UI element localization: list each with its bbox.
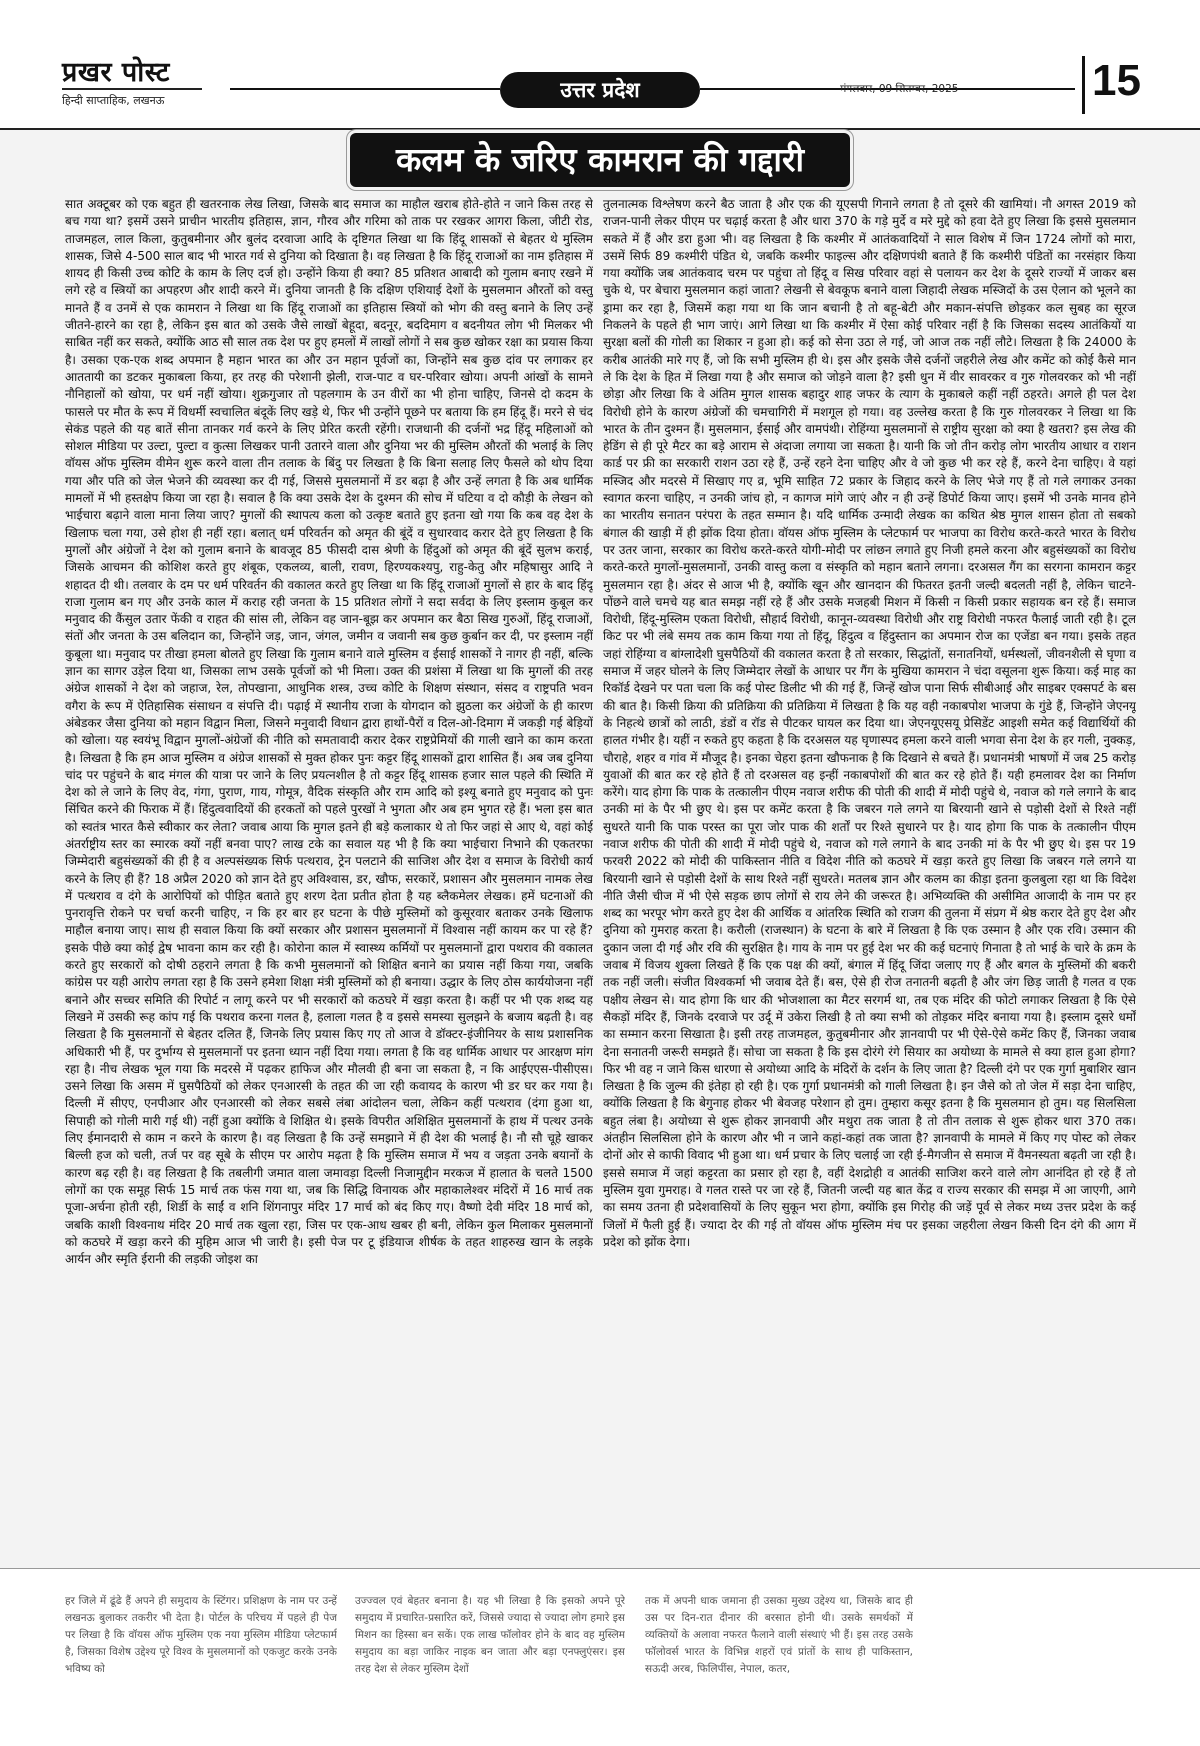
masthead-subtitle: हिन्दी साप्ताहिक, लखनऊ [62, 94, 165, 107]
article-headline: कलम के जरिए कामरान की गद्दारी [350, 133, 850, 187]
article-column-left [65, 196, 593, 1556]
issue-date: मंगलवार, 09 सितम्बर, 2025 [840, 83, 959, 95]
page-header [0, 0, 1200, 130]
section-label: उत्तर प्रदेश [500, 72, 700, 108]
article-column-right [603, 196, 1136, 1556]
bottom-column-1: हर जिले में ढूंढे हैं अपने ही समुदाय के स्टिंगर। प्रशिक्षण के नाम पर उन्हें लखनऊ बुलाकर तकरीर भी देता है। पोर्टल के परिचय में पहले ही पेज पर लिखा है कि वॉयस ऑफ मुस्लिम एक नया मुस्लिम मीडिया प्लेटफार्म है, जिसका विशेष उद्देश्य पूरे विश्व के मुसलमानों को एकजुट करके उनके भविष्य को [65, 1595, 337, 1675]
article-text-right: तुलनात्मक विश्लेषण करने बैठ जाता है और एक की यूएसपी गिनाने लगता है तो दूसरे की खामियां। नौ अगस्त 2019 को राजन-पानी लेकर पीएम पर चढ़ाई करता है और धारा 370 के गड़े मुर्दे व मरे मुद्दे को हवा देते हुए लिखा कि इससे मुसलमान सकते में हैं और डरा हुआ भी। वह लिखता है कि कश्मीर में आतंकवादियों ने साल विशेष में जिन 1724 लोगों को मारा, उसमें सिर्फ 89 कश्मीरी पंडित थे, जबकि कश्मीर फाइल्स और दक्षिणपंथी बताते हैं कि कश्मीरी पंडितों का नरसंहार किया गया क्योंकि जब आतंकवाद चरम पर पहुंचा तो हिंदू व सिख परिवार वहां से पलायन कर देश के दूसरे राज्यों में जाकर बस चुके थे, पर बेचारा मुसलमान कहां जाता? लेखनी से बेवकूफ बनाने वाला जिहादी लेखक मस्जिदों के उस ऐलान को भूलने का ड्रामा कर रहा है, जिसमें कहा गया था कि जान बचानी है तो बहू-बेटी और मकान-संपत्ति छोड़कर कल सुबह का सूरज निकलने के पहले ही भाग जाएं। आगे लिखा था कि कश्मीर में ऐसा कोई परिवार नहीं है कि जिसका सदस्य आतंकियों या सुरक्षा बलों की गोली का शिकार न हुआ हो। कई को सेना उठा ले गई, जो आज तक नहीं लौटे। लिखता है कि 24000 के करीब आतंकी मारे गए हैं, जो कि सभी मुस्लिम ही थे। इस और इसके जैसे दर्जनों जहरीले लेख और कमेंट को कोई कैसे मान ले कि देश के हित में लिखा गया है और समाज को जोड़ने वाला है? इसी धुन में वीर सावरकर व गुरु गोलवरकर को भी नहीं छोड़ा और लिखा कि वे अंतिम मुगल शासक बहादुर शाह जफर के त्याग के मुकाबले कहीं नहीं ठहरते। अगले ही पल देश विरोधी होने के कारण अंग्रेजों की चमचागिरी में मशगूल हो गया। वह उल्लेख करता है कि गुरु गोलवरकर ने लिखा था कि भारत के तीन दुश्मन हैं। मुसलमान, ईसाई और वामपंथी। रोहिंग्या मुसलमानों से राष्ट्रीय सुरक्षा को क्या है खतरा? इस लेख की हेडिंग से ही पूरे मैटर का बड़े आराम से अंदाजा लगाया जा सकता है। यानी कि जो तीन करोड़ लोग भारतीय आधार व राशन कार्ड पर फ्री का सरकारी राशन उठा रहे हैं, उन्हें रहने देना चाहिए और वे जो कुछ भी कर रहे हैं, करने देना चाहिए। वे यहां मस्जिद और मदरसे में सिखाए गए व्र, भूमि साहित 72 प्रकार के जिहाद करने के लिए भेजे गए हैं तो गले लगाकर उनका स्वागत करना चाहिए, न उनकी जांच हो, न कागज मांगे जाएं और न ही उन्हें डिपोर्ट किया जाए। इसमें भी उनके मानव होने का भारतीय सनातन परंपरा के तहत सम्मान है। यदि धार्मिक उन्मादी लेखक का कथित श्रेष्ठ मुगल शासन होता तो सबको बंगाल की खाड़ी में ही झोंक दिया होता। वॉयस ऑफ मुस्लिम के प्लेटफार्म पर भाजपा का विरोध करते-करते भारत के विरोध पर उतर जाना, सरकार का विरोध करते-करते योगी-मोदी पर लांछन लगाते हुए निजी हमले करना और बहुसंख्यकों का विरोध करते-करते मुगलों-मुसलमानों, उनकी वास्तु कला व संस्कृति को महान बताने लगना। दरअसल गैंग का सरगना कामरान कट्टर मुसलमान रहा है। अंदर से आज भी है, क्योंकि खून और खानदान की फितरत इतनी जल्दी बदलती नहीं है, लेकिन चाटने-पोंछने वाले चमचे यह बात समझ नहीं रहे हैं और उसके मजहबी मिशन में किसी न किसी प्रकार सहायक बन रहे हैं। समाज विरोधी, हिंदू-मुस्लिम एकता विरोधी, सौहार्द विरोधी, कानून-व्यवस्था विरोधी और राष्ट्र विरोधी नफरत फैलाई जाती रही है। टूल किट पर भी लंबे समय तक काम किया गया तो हिंदू, हिंदुत्व व हिंदुस्तान का अपमान रोज का एजेंडा बन गया। इसके तहत जहां रोहिंग्या व बांग्लादेशी घुसपैठियों की वकालत करता है तो सरकार, सिद्धांतों, सनातनियों, धर्मस्थलों, जीवनशैली से घृणा व समाज में जहर घोलने के लिए जिम्मेदार लेखों के आधार पर गैंग के मुखिया कामरान ने चंदा वसूलना शुरू किया। कई माह का रिकॉर्ड देखने पर पता चला कि कई पोस्ट डिलीट भी की गई हैं, जिन्हें खोज पाना सिर्फ सीबीआई और साइबर एक्सपर्ट के बस की बात है। किसी क्रिया की प्रतिक्रिया की प्रतिक्रिया में लिखता है कि यह वही नकाबपोश भाजपा के गुंडे हैं, जिन्होंने जेएनयू के निहत्थे छात्रों को लाठी, डंडों व रॉड से पीटकर घायल कर दिया था। जेएनयूएसयू प्रेसिडेंट आइशी समेत कई विद्यार्थियों की हालत गंभीर है। यहीं न रुकते हुए कहता है कि दरअसल यह घृणास्पद हमला करने वाली भगवा सेना देश के हर गली, नुक्कड़, चौराहे, शहर व गांव में मौजूद है। इनका चेहरा इतना खौफनाक है कि दिखाने से बचते हैं। प्रधानमंत्री भाषणों में जब 25 करोड़ युवाओं की बात कर रहे होते हैं तो दरअसल वह इन्हीं नकाबपोशों की बात कर रहे होते हैं। यही हमलावर देश का निर्माण करेंगे। याद होगा कि पाक के तत्कालीन पीएम नवाज शरीफ की पोती की शादी में मोदी पहुंचे थे, नवाज को गले लगाने के बाद उनकी मां के पैर भी छुए थे। इस पर कमेंट करता है कि जबरन गले लगने या बिरयानी खाने से पड़ोसी देशों से रिश्ते नहीं सुधरते यानी कि पाक परस्त का पूरा जोर पाक की शर्तों पर रिश्ते सुधारने पर है। याद होगा कि पाक के तत्कालीन पीएम नवाज शरीफ की पोती की शादी में मोदी पहुंचे थे, नवाज को गले लगाने के बाद उनकी मां के पैर भी छुए थे। इस पर 19 फरवरी 2022 को मोदी की पाकिस्तान नीति व विदेश नीति को कठघरे में खड़ा करते हुए लिखा कि जबरन गले लगने या बिरयानी खाने से पड़ोसी देशों के साथ रिश्ते नहीं सुधरते। मतलब ज्ञान और कलम का कीड़ा इतना कुलबुला रहा था कि विदेश नीति जैसी चीज में भी ऐसे सड़क छाप लोगों से राय लेने की जरूरत है। अभिव्यक्ति की असीमित आजादी के नाम पर हर शब्द का भरपूर भोग करते हुए देश की आर्थिक व आंतरिक स्थिति को राजग की तुलना में संप्रग में श्रेष्ठ करार देते हुए देश और दुनिया को गुमराह करता है। करौली (राजस्थान) के घटना के बारे में लिखता है कि एक उस्मान है और एक रवि। उस्मान की दुकान जला दी गई और रवि की सुरक्षित है। गाय के नाम पर हुई देश भर की कई घटनाएं गिनाता है तो भाई के चारे के क्रम के जवाब में विजय शुक्ला लिखते हैं कि एक पक्ष की क्यों, बंगाल में हिंदू जिंदा जलाए गए हैं और बगल के मुस्लिमों की बकरी तक नहीं जली। संजीत विश्वकर्मा भी जवाब देते हैं। बस, ऐसे ही रोज तनातनी बढ़ती है और जंग छिड़ जाती है गलत व एक पक्षीय लेखन से। याद होगा कि धार की भोजशाला का मैटर सरगर्म था, तब एक मंदिर की फोटो लगाकर लिखता है कि ऐसे सैकड़ों मंदिर हैं, जिनके दरवाजे पर उर्दू में उकेरा लिखी है तो क्या सभी को तोड़कर मंदिर बनाया गया है। इस्लाम दूसरे धर्मों का सम्मान करना सिखाता है। इसी तरह ताजमहल, कुतुबमीनार और ज्ञानवापी पर भी ऐसे-ऐसे कमेंट किए हैं, जिनका जवाब देना सनातनी जरूरी समझते हैं। सोचा जा सकता है कि इस दोरंगे रंगे सियार का अयोध्या के मामले से क्या हाल हुआ होगा? फिर भी वह न जाने किस धारणा से अयोध्या आदि के मंदिरों के दर्शन के लिए जाता है? दिल्ली दंगे पर एक गुर्गा मुबाशिर खान लिखता है कि जुल्म की इंतेहा हो रही है। एक गुर्गा प्रधानमंत्री को गाली लिखता है। इन जैसे को तो जेल में सड़ा देना चाहिए, क्योंकि लिखता है कि बेगुनाह होकर भी बेवजह परेशान हो तुम। तुम्हारा कसूर इतना है कि मुसलमान हो तुम। यह सिलसिला बहुत लंबा है। अयोध्या से शुरू होकर ज्ञानवापी और मथुरा तक जाता है तो तीन तलाक से शुरू होकर धारा 370 तक। अंतहीन सिलसिला होने के कारण और भी न जाने कहां-कहां तक जाता है? ज्ञानवापी के मामले में किए गए पोस्ट को लेकर दोनों ओर से काफी विवाद भी हुआ था। धर्म प्रचार के लिए चलाई जा रही ई-मैगजीन से समाज में वैमनस्यता बढ़ती जा रही है। इससे समाज में जहां कट्टरता का प्रसार हो रहा है, वहीं देशद्रोही व आतंकी साजिश करने वाले लोग आनंदित हो रहे हैं तो मुस्लिम युवा गुमराह। वे गलत रास्ते पर जा रहे हैं, जितनी जल्दी यह बात केंद्र व राज्य सरकार की समझ में आ जाएगी, आगे का समय उतना ही प्रदेशवासियों के लिए सुकून भरा होगा, क्योंकि इस गिरोह की जड़ें पूर्व से लेकर मध्य उत्तर प्रदेश के कई जिलों में फैली हुई हैं। ज्यादा देर की गई तो वॉयस ऑफ मुस्लिम मंच पर इसका जहरीला लेखन किसी दिन दंगे की आग में प्रदेश को झोंक देगा। [603, 197, 1136, 1249]
page-number: 15 [1092, 56, 1141, 105]
article-text-left: सात अक्टूबर को एक बहुत ही खतरनाक लेख लिखा, जिसके बाद समाज का माहौल खराब होते-होते न जाने किस तरह से बच गया था? इसमें उसने प्राचीन भारतीय इतिहास, ज्ञान, गौरव और गरिमा को ताक पर रखकर आगरा किला, जीटी रोड, ताजमहल, लाल किला, कुतुबमीनार और बुलंद दरवाजा आदि के दृष्टिगत लिखा था कि हिंदू शासकों से बेहतर थे मुस्लिम शासक, जिसे 4-500 साल बाद भी भारत गर्व से दुनिया को दिखाता है। वह लिखता है कि हिंदू राजाओं का नाम इतिहास में शायद ही किसी उच्च कोटि के काम के लिए दर्ज हो। उन्होंने किया ही क्या? 85 प्रतिशत आबादी को गुलाम बनाए रखने में लगे रहे व स्त्रियों का अपहरण और शादी करने में। दुनिया जानती है कि दक्षिण एशियाई देशों के मुसलमान औरतों को वस्तु मानते हैं व उनमें से एक कामरान ने लिखा था कि हिंदू राजाओं का इतिहास स्त्रियों को भोग की वस्तु बनाने के लिए उन्हें जीतने-हारने का रहा है, लेकिन इस बात को उसके जैसे लाखों बेहूदा, बदनूर, बददिमाग व बदनीयत लोग भी मिलकर भी साबित नहीं कर सकते, क्योंकि आठ सौ साल तक देश पर हुए हमलों में लाखों लोगों ने सब कुछ खोकर रक्षा का प्रयास किया है। उसका एक-एक शब्द अपमान है महान भारत का और उन महान पूर्वजों का, जिन्होंने सब कुछ दांव पर लगाकर हर आततायी का डटकर मुकाबला किया, हर तरह की परेशानी झेली, राज-पाट व घर-परिवार खोया। अपनी आंखों के सामने नौनिहालों को खोया, पर धर्म नहीं खोया। शुक्रगुजार तो पहलगाम के उन वीरों का भी होना चाहिए, जिनसे दो कदम के फासले पर मौत के रूप में विधर्मी स्वचालित बंदूकें लिए खड़े थे, फिर भी उन्होंने पूछने पर बताया कि हम हिंदू हैं। मरने से चंद सेकंड पहले की यह बातें सीना तानकर गर्व करने के लिए प्रेरित करती रहेंगी। राजधानी की दर्जनों भद्र हिंदू महिलाओं को सोशल मीडिया पर उल्टा, पुल्टा व कुत्सा लिखकर पानी उतारने वाला और दुनिया भर की मुस्लिम औरतों की भलाई के लिए वॉयस ऑफ मुस्लिम वीमेन शुरू करने वाला तीन तलाक के बिंदु पर लिखता है कि बिना सलाह लिए फैसले को थोप दिया गया और पति को जेल भेजने की व्यवस्था कर दी गई, जिससे मुसलमानों में डर बढ़ा है और उन्हें लगता है कि अब धार्मिक मामलों में भी हस्तक्षेप किया जा रहा है। सवाल है कि क्या उसके देश के दुश्मन की सोच में घटिया व दो कौड़ी के लेखन को भाईचारा बढ़ाने वाला माना लिया जाए? मुगलों की स्थापत्य कला को उत्कृष्ट बताते हुए इतना खो गया कि कब वह देश के खिलाफ चला गया, उसे होश ही नहीं रहा। बलात् धर्म परिवर्तन को अमृत की बूंदें व सुधारवाद करार देते हुए लिखता है कि मुगलों और अंग्रेजों ने देश को गुलाम बनाने के बावजूद 85 फीसदी दास श्रेणी के हिंदुओं को अमृत की बूंदें सुलभ कराई, जिसके आचमन की कोशिश करते हुए शंबूक, एकलव्य, बाली, रावण, हिरण्यकश्यपु, राहु-केतु और महिषासुर आदि ने शहादत दी थी। तलवार के दम पर धर्म परिवर्तन की वकालत करते हुए लिखा था कि हिंदू राजाओं मुगलों से हार के बाद हिंदू राजा गुलाम बन गए और उनके काल में कराह रही जनता के 15 प्रतिशत लोगों ने सदा सर्वदा के लिए इस्लाम कुबूल कर मनुवाद की कैंसुल उतार फेंकी व राहत की सांस ली, लेकिन वह जान-बूझ कर अपमान कर बैठा सिख गुरुओं, हिंदू राजाओं, संतों और जनता के उस बलिदान का, जिन्होंने जड़, जान, जंगल, जमीन व जवानी सब कुछ कुर्बान कर दी, पर इस्लाम नहीं कुबूला था। मनुवाद पर तीखा हमला बोलते हुए लिखा कि गुलाम बनाने वाले मुस्लिम व ईसाई शासकों ने नागर ही नहीं, बल्कि ज्ञान का सागर उड़ेल दिया था, जिसका लाभ उसके पूर्वजों को भी मिला। उक्त की प्रशंसा में लिखा था कि मुगलों की तरह अंग्रेज शासकों ने देश को जहाज, रेल, तोपखाना, आधुनिक शस्त्र, उच्च कोटि के शिक्षण संस्थान, संसद व राष्ट्रपति भवन वगैरा के रूप में ऐतिहासिक संसाधन व संपत्ति दी। पढ़ाई में स्थानीय राजा के योगदान को झुठला कर अंग्रेजों के ही कारण अंबेडकर जैसा दुनिया को महान विद्वान मिला, जिसने मनुवादी विधान द्वारा हाथों-पैरों व दिल-ओ-दिमाग में जकड़ी गई बेड़ियों को खोला। यह स्वयंभू विद्वान मुगलों-अंग्रेजों की नीति को समतावादी करार देकर राष्ट्रप्रेमियों की गाली खाने का काम करता है। लिखता है कि हम आज मुस्लिम व अंग्रेज शासकों से मुक्त होकर पुनः कट्टर हिंदू शासकों द्वारा शासित हैं। अब जब दुनिया चांद पर पहुंचने के बाद मंगल की यात्रा पर जाने के लिए प्रयत्नशील है तो कट्टर हिंदू शासक हजार साल पहले की स्थिति में देश को ले जाने के लिए वेद, गंगा, पुराण, गाय, गोमूत्र, वैदिक संस्कृति और राम आदि को इश्यू बनाते हुए मनुवाद को पुनः सिंचित करने की फिराक में हैं। हिंदुत्ववादियों की हरकतों को पहले पुरखों ने भुगता और अब हम भुगत रहे हैं। भला इस बात को स्वतंत्र भारत कैसे स्वीकार कर लेता? जवाब आया कि मुगल इतने ही बड़े कलाकार थे तो फिर जहां से आए थे, वहां कोई अंतर्राष्ट्रीय स्तर का स्मारक क्यों नहीं बनवा पाए? लाख टके का सवाल यह भी है कि क्या भाईचारा निभाने की एकतरफा जिम्मेदारी बहुसंख्यकों की ही है व अल्पसंख्यक सिर्फ पत्थराव, ट्रेन पलटाने की साजिश और देश व समाज के विरोधी कार्य करने के लिए ही हैं? 18 अप्रैल 2020 को ज्ञान देते हुए अविश्वास, डर, खौफ, सरकारें, प्रशासन और मुसलमान नामक लेख में पत्थराव व दंगे के आरोपियों को पीड़ित बताते हुए शरण देता प्रतीत होता है यह ब्लैकमेलर लेखक। हमें घटनाओं की पुनरावृत्ति रोकने पर चर्चा करनी चाहिए, न कि हर बार हर घटना के पीछे मुस्लिमों को कुसूरवार बताकर उनके खिलाफ माहौल बनाया जाए। साथ ही सवाल किया कि क्यों सरकार और प्रशासन मुसलमानों में विश्वास नहीं कायम कर पा रहे हैं? इसके पीछे क्या कोई द्वेष भावना काम कर रही है। कोरोना काल में स्वास्थ्य कर्मियों पर मुसलमानों द्वारा पथराव की वकालत करते हुए सरकारों को दोषी ठहराने लगता है कि कभी मुसलमानों को शिक्षित बनाने का प्रयास नहीं किया गया, जबकि कांग्रेस पर यही आरोप लगता रहा है कि उसने हमेशा शिक्षा मंत्री मुस्लिमों को ही बनाया। उद्धार के लिए ठोस कार्ययोजना नहीं बनाने और सच्चर समिति की रिपोर्ट न लागू करने पर भी सरकारों को कठघरे में खड़ा करता है। कहीं पर भी एक शब्द यह लिखने में उसकी रूह कांप गई कि पथराव करना गलत है, हलाला गलत है व इससे समस्या सुलझने के बजाय बढ़ती है। वह लिखता है कि मुसलमानों से बेहतर दलित हैं, जिनके लिए प्रयास किए गए तो आज वे डॉक्टर-इंजीनियर के साथ प्रशासनिक अधिकारी भी हैं, पर दुर्भाग्य से मुसलमानों पर इतना ध्यान नहीं दिया गया। लगता है कि वह धार्मिक आधार पर आरक्षण मांग रहा है। नीच लेखक भूल गया कि मदरसे में पढ़कर हाफिज और मौलवी ही बना जा सकता है, न कि आईएएस-पीसीएस। उसने लिखा कि असम में घुसपैठियों को लेकर एनआरसी के तहत की जा रही कवायद के कारण भी डर घर कर गया है। दिल्ली में सीएए, एनपीआर और एनआरसी को लेकर सबसे लंबा आंदोलन चला, लेकिन कहीं पत्थराव (दंगा हुआ था, सिपाही को गोली मारी गई थी) नहीं हुआ क्योंकि वे शिक्षित थे। इसके विपरीत अशिक्षित मुसलमानों के हाथ में पत्थर उनके लिए ईमानदारी से काम न करने के कारण है। वह लिखता है कि उन्हें समझाने में ही देश की भलाई है। नौ सौ चूहे खाकर बिल्ली हज को चली, तर्ज पर वह सूबे के सीएम पर आरोप मढ़ता है कि मुस्लिम समाज में भय व जड़ता उनके बयानों के कारण बढ़ रही है। वह लिखता है कि तबलीगी जमात वाला जमावड़ा दिल्ली निजामुद्दीन मरकज में हालात के चलते 1500 लोगों का एक समूह सिर्फ 15 मार्च तक फंस गया था, जब कि सिद्धि विनायक और महाकालेश्वर मंदिरों में 16 मार्च तक पूजा-अर्चना होती रही, शिर्डी के साईं व शनि शिंगनापुर मंदिर 17 मार्च को बंद किए गए। वैष्णो देवी मंदिर 18 मार्च को, जबकि काशी विश्वनाथ मंदिर 20 मार्च तक खुला रहा, जिस पर एक-आध खबर ही बनी, लेकिन कुल मिलाकर मुसलमानों को कठघरे में खड़ा करने की मुहिम आज भी जारी है। इसी पेज पर टू इंडियाज शीर्षक के तहत शाहरुख खान के लड़के आर्यन और स्मृति ईरानी की लड़की जोइश का [65, 197, 593, 1267]
bottom-column-4 [930, 1593, 1142, 1713]
bottom-column-2: उज्ज्वल एवं बेहतर बनाना है। यह भी लिखा है कि इसको अपने पूरे समुदाय में प्रचारित-प्रसारित करें, जिससे ज्यादा से ज्यादा लोग हमारे इस मिशन का हिस्सा बन सकें। एक लाख फॉलोवर होने के बाद वह मुस्लिम समुदाय का बड़ा जाकिर नाइक बन जाता और बड़ा एनफ्लुएंसर। इस तरह देश से लेकर मुस्लिम देशों [355, 1595, 625, 1675]
bottom-strip [0, 1568, 1200, 1746]
masthead-title: प्रखर पोस्ट [62, 57, 170, 88]
article [0, 130, 1200, 1568]
masthead-rule [62, 88, 202, 90]
bottom-column-3: तक में अपनी धाक जमाना ही उसका मुख्य उद्देश्य था, जिसके बाद ही उस पर दिन-रात दीनार की बरसात होनी थी। उसके समर्थकों में व्यक्तियों के अलावा नफरत फैलाने वाली संस्थाएं भी हैं। इस तरह उसके फॉलोवर्स भारत के विभिन्न शहरों एवं प्रांतों के साथ ही पाकिस्तान, सऊदी अरब, फिलिपींस, नेपाल, कतर, [645, 1595, 913, 1675]
page-number-divider [1082, 56, 1085, 114]
header-rule-left [230, 88, 500, 90]
